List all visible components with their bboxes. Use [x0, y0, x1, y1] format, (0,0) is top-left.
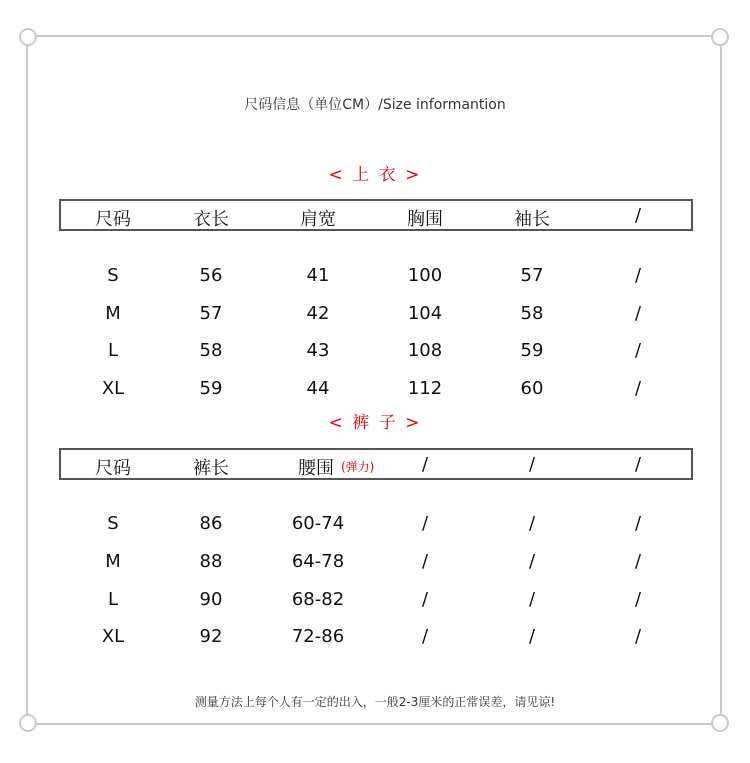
pants-cell: M — [105, 551, 121, 572]
pants-cell: / — [634, 626, 642, 647]
top-header-length: 衣长 — [193, 209, 229, 230]
top-cell: 104 — [407, 303, 443, 324]
pants-cell: / — [421, 551, 429, 572]
pants-cell: 72-86 — [291, 626, 345, 647]
top-section-title: < 上 衣 > — [328, 165, 422, 185]
top-cell: 57 — [199, 303, 223, 324]
top-cell: 108 — [407, 340, 443, 361]
pants-cell: / — [421, 626, 429, 647]
top-cell: 60 — [520, 378, 544, 399]
pants-header-slash: / — [634, 454, 642, 475]
pants-cell: 92 — [199, 626, 223, 647]
frame-top-line — [30, 35, 718, 37]
top-cell: / — [634, 265, 642, 286]
pants-cell: S — [107, 513, 119, 534]
top-cell: 42 — [306, 303, 330, 324]
top-cell: 112 — [407, 378, 443, 399]
page-title: 尺码信息（单位CM）/Size informantion — [244, 97, 506, 113]
pants-cell: 90 — [199, 589, 223, 610]
measurement-note: 测量方法上每个人有一定的出入，一般2-3厘米的正常误差，请见谅! — [194, 695, 556, 709]
frame-right-line — [720, 39, 722, 721]
top-cell: XL — [101, 378, 125, 399]
pants-cell: / — [421, 513, 429, 534]
frame-corner-icon — [19, 714, 37, 732]
top-cell: 44 — [306, 378, 330, 399]
top-cell: L — [107, 340, 119, 361]
top-cell: S — [107, 265, 119, 286]
top-cell: / — [634, 378, 642, 399]
top-cell: 100 — [407, 265, 443, 286]
top-header-chest: 胸围 — [407, 209, 443, 230]
top-header-slash: / — [634, 205, 642, 226]
frame-corner-icon — [711, 714, 729, 732]
pants-header-slash: / — [421, 454, 429, 475]
pants-cell: 64-78 — [291, 551, 345, 572]
pants-cell: 68-82 — [291, 589, 345, 610]
frame-bottom-line — [30, 723, 718, 725]
pants-header-size: 尺码 — [95, 458, 131, 479]
pants-cell: XL — [101, 626, 125, 647]
pants-cell: / — [528, 626, 536, 647]
pants-cell: / — [528, 551, 536, 572]
pants-header-length: 裤长 — [193, 458, 229, 479]
top-header-sleeve: 袖长 — [514, 209, 550, 230]
top-cell: 59 — [520, 340, 544, 361]
top-cell: 57 — [520, 265, 544, 286]
pants-cell: 60-74 — [291, 513, 345, 534]
pants-cell: / — [634, 513, 642, 534]
pants-cell: 88 — [199, 551, 223, 572]
frame-corner-icon — [711, 28, 729, 46]
pants-cell: / — [634, 589, 642, 610]
frame-corner-icon — [19, 28, 37, 46]
pants-cell: 86 — [199, 513, 223, 534]
pants-cell: / — [528, 513, 536, 534]
pants-header-slash: / — [528, 454, 536, 475]
pants-cell: / — [634, 551, 642, 572]
top-cell: / — [634, 303, 642, 324]
top-header-shoulder: 肩宽 — [300, 209, 336, 230]
pants-section-title: < 裤 子 > — [328, 413, 422, 433]
pants-cell: / — [528, 589, 536, 610]
top-header-size: 尺码 — [95, 209, 131, 230]
top-cell: 41 — [306, 265, 330, 286]
pants-header-waist: 腰围 — [298, 458, 334, 479]
top-cell: 56 — [199, 265, 223, 286]
top-cell: 59 — [199, 378, 223, 399]
pants-cell: / — [421, 589, 429, 610]
pants-cell: L — [107, 589, 119, 610]
top-cell: 58 — [520, 303, 544, 324]
top-cell: / — [634, 340, 642, 361]
top-cell: 43 — [306, 340, 330, 361]
top-cell: 58 — [199, 340, 223, 361]
top-cell: M — [105, 303, 121, 324]
frame-left-line — [26, 39, 28, 721]
pants-waist-note: (弹力) — [341, 460, 375, 474]
